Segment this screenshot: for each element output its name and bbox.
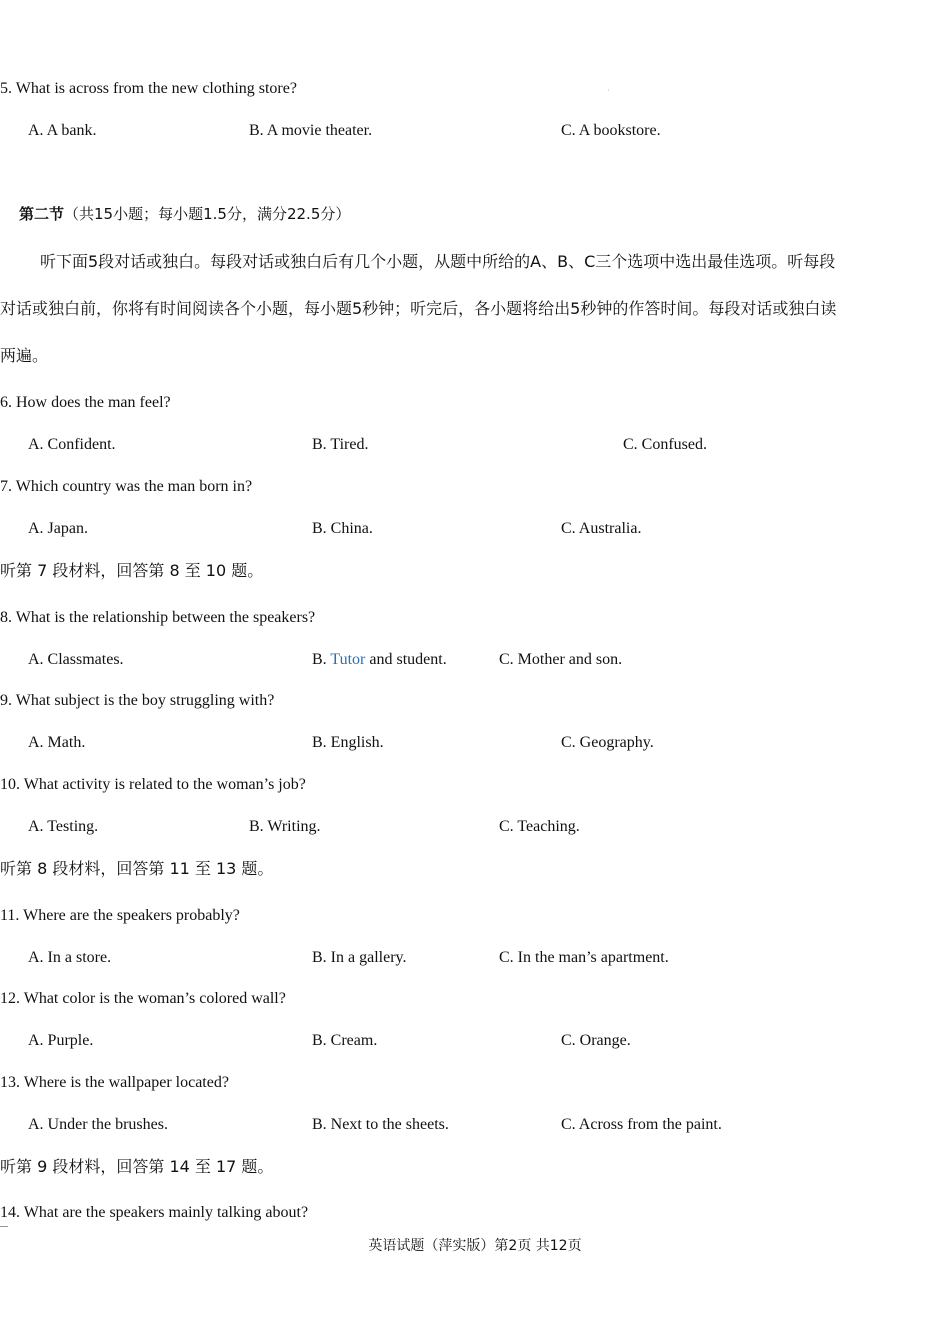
question-7: 7. Which country was the man born in?	[0, 478, 253, 495]
instructions-line-3: 两遍。	[0, 346, 49, 365]
q11-option-b: B. In a gallery.	[312, 949, 407, 966]
q11-option-a: A. In a store.	[28, 949, 112, 966]
q8-option-b-prefix: B.	[312, 651, 331, 668]
q12-option-b: B. Cream.	[312, 1032, 378, 1049]
question-5: 5. What is across from the new clothing store?	[0, 80, 297, 97]
question-6: 6. How does the man feel?	[0, 394, 171, 411]
q8-option-c: C. Mother and son.	[499, 651, 623, 668]
q12-option-a: A. Purple.	[28, 1032, 94, 1049]
q5-option-b: B. A movie theater.	[249, 122, 373, 139]
question-9: 9. What subject is the boy struggling with?	[0, 692, 275, 709]
question-14: 14. What are the speakers mainly talking about?	[0, 1204, 309, 1221]
question-12: 12. What color is the woman’s colored wall?	[0, 990, 286, 1007]
instructions-line-2: 对话或独白前，你将有时间阅读各个小题，每小题5秒钟；听完后，各小题将给出5秒钟的作答时间。每段对话或独白读	[0, 299, 837, 318]
q12-option-c: C. Orange.	[561, 1032, 631, 1049]
passage-8-heading: 听第 8 段材料，回答第 11 至 13 题。	[0, 859, 274, 878]
q10-option-a: A. Testing.	[28, 818, 99, 835]
passage-7-heading: 听第 7 段材料，回答第 8 至 10 题。	[0, 561, 264, 580]
q6-option-c: C. Confused.	[623, 436, 707, 453]
question-13: 13. Where is the wallpaper located?	[0, 1074, 229, 1091]
q13-option-c: C. Across from the paint.	[561, 1116, 722, 1133]
section-title	[19, 204, 350, 224]
page-footer: 英语试题（萍实版）第2页 共12页	[368, 1238, 582, 1254]
q8-option-a: A. Classmates.	[28, 651, 124, 668]
q7-option-a: A. Japan.	[28, 520, 88, 537]
q7-option-b: B. China.	[312, 520, 373, 537]
q11-option-c: C. In the man’s apartment.	[499, 949, 669, 966]
section-title-bold: 第二节	[19, 205, 65, 223]
q13-option-b: B. Next to the sheets.	[312, 1116, 449, 1133]
question-10: 10. What activity is related to the woman’s job?	[0, 776, 306, 793]
q6-option-b: B. Tired.	[312, 436, 369, 453]
instructions-line-3-wrap	[0, 332, 946, 379]
tutor-link[interactable]: Tutor	[330, 651, 366, 668]
question-11: 11. Where are the speakers probably?	[0, 907, 240, 924]
q9-option-b: B. English.	[312, 734, 384, 751]
q8-option-b-suffix: and student.	[365, 651, 447, 668]
passage-9-heading: 听第 9 段材料，回答第 14 至 17 题。	[0, 1157, 274, 1176]
q10-option-b: B. Writing.	[249, 818, 321, 835]
q9-option-a: A. Math.	[28, 734, 86, 751]
q13-option-a: A. Under the brushes.	[28, 1116, 168, 1133]
q7-option-c: C. Australia.	[561, 520, 642, 537]
q5-option-a: A. A bank.	[28, 122, 97, 139]
q5-option-c: C. A bookstore.	[561, 122, 661, 139]
stray-dot: ·	[607, 86, 610, 95]
margin-mark	[0, 1226, 8, 1227]
instructions-line-2-wrap	[0, 285, 946, 332]
q6-option-a: A. Confident.	[28, 436, 116, 453]
section-title-rest: （共15小题；每小题1.5分，满分22.5分）	[64, 205, 351, 223]
q8-option-b	[312, 650, 447, 670]
q9-option-c: C. Geography.	[561, 734, 654, 751]
instructions-line-1: 听下面5段对话或独白。每段对话或独白后有几个小题，从题中所给的A、B、C三个选项中选出最佳选项。听每段	[40, 252, 836, 271]
question-8: 8. What is the relationship between the speakers?	[0, 609, 316, 626]
q10-option-c: C. Teaching.	[499, 818, 580, 835]
section-instructions	[0, 238, 946, 285]
